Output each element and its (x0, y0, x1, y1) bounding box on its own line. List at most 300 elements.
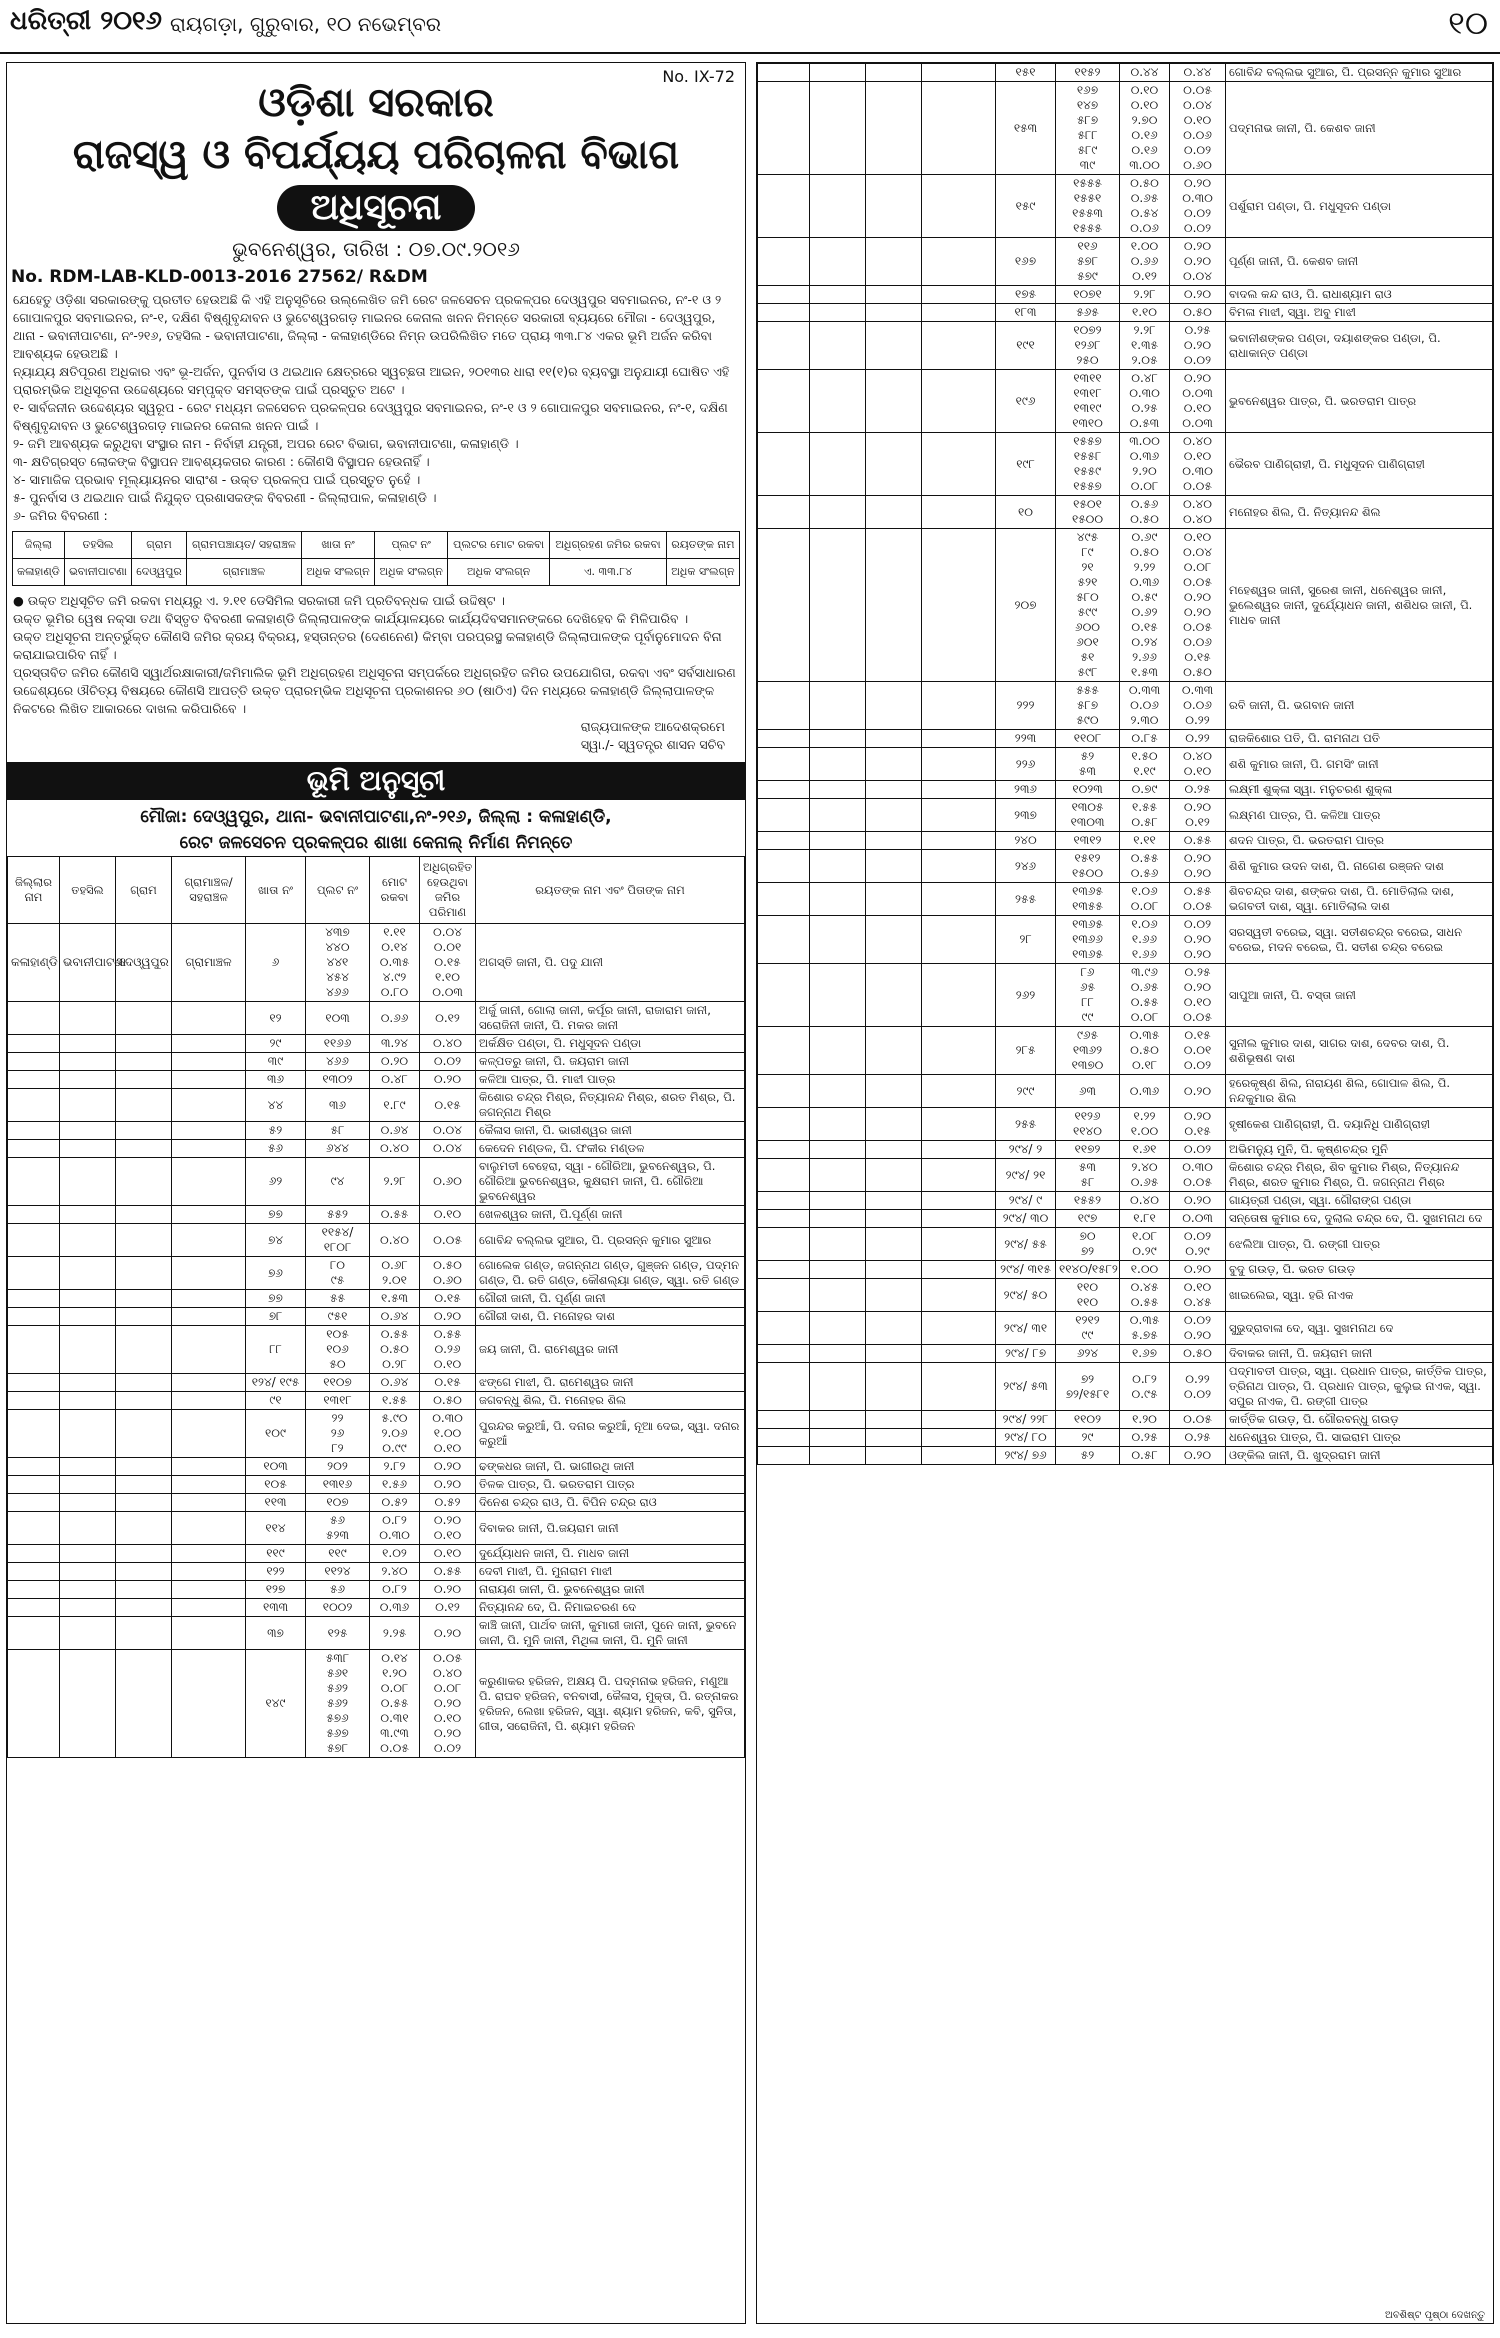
signature-line: ସ୍ୱା./- ସ୍ୱତନ୍ତ୍ର ଶାସନ ସଚିବ (580, 737, 725, 752)
village-cell (116, 1617, 172, 1650)
village-cell (116, 1224, 172, 1257)
plot-cell: ୧୧୭୨ (1056, 1141, 1120, 1159)
plot-cell: ୯୪ (306, 1158, 370, 1206)
khata-cell: ୧୧୩ (246, 1494, 306, 1512)
khata-cell: ୧୯୮ (996, 433, 1056, 496)
owner-name-cell: ଝଙ୍ଗେ ମାଝୀ, ପି. ରାମେଶ୍ୱର ଜାନୀ (476, 1374, 745, 1392)
plot-cell: ୧୫୫୨ (1056, 1192, 1120, 1210)
table-row (758, 730, 1493, 748)
tehsil-cell (60, 1374, 116, 1392)
village-cell (116, 1563, 172, 1581)
district-cell (758, 322, 810, 370)
plot-cell: ୯୫୧ (306, 1308, 370, 1326)
area-type-cell (922, 1141, 996, 1159)
district-cell (758, 496, 810, 529)
tehsil-cell (810, 322, 866, 370)
village-cell (866, 1411, 922, 1429)
area-type-cell (172, 1140, 246, 1158)
area-type-cell (922, 730, 996, 748)
notice-paragraph: ନ୍ୟାଯ୍ୟ କ୍ଷତିପୂରଣ ଅଧିକାର ଏବଂ ଭୂ-ଅର୍ଜନ, ପୁନର୍ବାସ ଓ ଥଇଥାନ କ୍ଷେତ୍ରରେ ସ୍ୱଚ୍ଛତା ଆଇନ, ୨୦୧୩ର ଧାରା ୧୧(୧)ର ବ୍ୟବସ୍ଥା ଅନୁଯାୟୀ ଘୋଷିତ ଏହି ପ୍ରାରମ୍ଭିକ ଅଧିସୂଚନା ଉଦ୍ଦେଶ୍ୟରେ ସମ୍ପୃକ୍ତ ସମସ୍ତଙ୍କ ପାଇଁ ପ୍ରସ୍ତୁତ ଅଟେ । (13, 364, 730, 397)
table-row (758, 1345, 1493, 1363)
khata-cell: ୨୯୪/ ୫୦ (996, 1279, 1056, 1312)
tehsil-cell (60, 1290, 116, 1308)
village-cell (866, 1210, 922, 1228)
village-cell (116, 1581, 172, 1599)
notice-paragraph: ୫- ପୁନର୍ବାସ ଓ ଥଇଥାନ ପାଇଁ ନିଯୁକ୍ତ ପ୍ରଶାସକଙ୍କ ବିବରଣୀ - ଜିଲ୍ଲାପାଳ, କଳାହାଣ୍ଡି । (13, 490, 437, 505)
tehsil-cell (810, 1447, 866, 1465)
right-column (756, 62, 1494, 2324)
table-row (758, 1363, 1493, 1411)
acquired-area-cell: ୦.୨୦ (420, 1476, 476, 1494)
total-area-cell: ୧.୫୫ (370, 1392, 420, 1410)
schedule-header-cell: ଅଧିଗ୍ରହିତ ହେଉଥିବା ଜମିର ପରିମାଣ (420, 857, 476, 924)
plot-cell: ୨୨ ୨୬ ୮୨ (306, 1410, 370, 1458)
summary-value-cell: ଅଧିକ ସଂଲଗ୍ନ (448, 559, 550, 586)
land-summary-table (12, 531, 740, 586)
plot-cell: ୫୨ (1056, 1447, 1120, 1465)
khata-cell: ୨୮ (996, 916, 1056, 964)
village-cell (116, 1512, 172, 1545)
area-type-cell (172, 1374, 246, 1392)
khata-cell: ୧୦୯ (246, 1410, 306, 1458)
owner-name-cell: ଗୋବିନ୍ଦ ବଲ୍ଲଭ ସୁଆର, ପି. ପ୍ରସନ୍ନ କୁମାର ସୁଆର (476, 1224, 745, 1257)
tehsil-cell (60, 1458, 116, 1476)
owner-name-cell: ସୁନୀଲ କୁମାର ଦାଶ, ସାଗର ଦାଶ, ଦେବର ଦାଶ, ପି. ଶଶିଭୂଷଣ ଦାଶ (1226, 1027, 1493, 1075)
district-cell (8, 1053, 60, 1071)
table-row (8, 1122, 745, 1140)
plot-cell: ୧୧୦ ୧୧୦ (1056, 1279, 1120, 1312)
plot-cell: ୧୦୦୨ (306, 1599, 370, 1617)
owner-name-cell: ଢଙ୍କଧର ଜାନୀ, ପି. ଭାଗୀରଥି ଜାନୀ (476, 1458, 745, 1476)
khata-cell: ୧୨ (246, 1002, 306, 1035)
area-type-cell (922, 1228, 996, 1261)
area-type-cell (172, 1650, 246, 1758)
table-row (758, 1429, 1493, 1447)
acquired-area-cell: ୦.୦୫ ୦.୦୪ ୦.୧୦ ୦.୦୬ ୦.୦୨ ୦.୬୦ (1170, 82, 1226, 175)
acquired-area-cell: ୦.୦୫ (420, 1224, 476, 1257)
village-cell (116, 1650, 172, 1758)
summary-header-cell: ଜିଲ୍ଲା (13, 532, 65, 559)
table-row (8, 1257, 745, 1290)
khata-cell: ୫୬ (246, 1140, 306, 1158)
area-type-cell (922, 748, 996, 781)
village-cell (116, 1140, 172, 1158)
notice-place-date: ଭୁବନେଶ୍ୱର, ତାରିଖ : ୦୭.୦୯.୨୦୧୬ (232, 237, 520, 261)
tehsil-cell (810, 1228, 866, 1261)
tehsil-cell (810, 304, 866, 322)
area-type-cell (922, 1429, 996, 1447)
table-row (758, 1279, 1493, 1312)
area-type-cell (922, 1363, 996, 1411)
acquired-area-cell: ୦.୫୫ ୦.୨୬ ୦.୧୦ (420, 1326, 476, 1374)
tehsil-cell (60, 1158, 116, 1206)
district-cell (8, 1158, 60, 1206)
district-cell (758, 964, 810, 1027)
summary-value-cell: ଅଧିକ ସଂଲଗ୍ନ (301, 559, 374, 586)
village-cell (866, 1261, 922, 1279)
district-cell (758, 1363, 810, 1411)
village-cell (116, 1410, 172, 1458)
tehsil-cell (60, 1002, 116, 1035)
area-type-cell (922, 799, 996, 832)
area-type-cell (172, 1617, 246, 1650)
khata-cell: ୫୨ (246, 1122, 306, 1140)
district-cell (758, 1447, 810, 1465)
village-cell (866, 1279, 922, 1312)
khata-cell: ୩୭ (246, 1617, 306, 1650)
village-cell (116, 1494, 172, 1512)
signature-line: ରାଜ୍ୟପାଳଙ୍କ ଆଦେଶକ୍ରମେ (580, 719, 725, 734)
plot-cell: ୧୦୩ (306, 1002, 370, 1035)
area-type-cell (922, 1312, 996, 1345)
khata-cell: ୧୨୨ (246, 1563, 306, 1581)
tehsil-cell (810, 1312, 866, 1345)
table-row (758, 832, 1493, 850)
plot-cell: ୫୨ ୫୩ (1056, 748, 1120, 781)
area-type-cell (922, 781, 996, 799)
table-row (8, 1512, 745, 1545)
owner-name-cell: କଳ୍ପତରୁ ଜାନୀ, ପି. ଜୟରାମ ଜାନୀ (476, 1053, 745, 1071)
village-cell (866, 175, 922, 238)
tehsil-cell (60, 1326, 116, 1374)
owner-name-cell: କଳିଆ ପାତ୍ର, ପି. ମାଝୀ ପାତ୍ର (476, 1071, 745, 1089)
plot-cell: ୬୨୪ (1056, 1345, 1120, 1363)
tehsil-cell (60, 1224, 116, 1257)
village-cell (116, 1053, 172, 1071)
tehsil-cell (60, 1410, 116, 1458)
area-type-cell (172, 1392, 246, 1410)
owner-name-cell: ଦିବାକର ଜାନୀ, ପି.ଜୟରାମ ଜାନୀ (476, 1512, 745, 1545)
plot-cell: ୨୦୨ (306, 1458, 370, 1476)
total-area-cell: ୦.୧୦ ୦.୧୦ ୨.୭୦ ୦.୧୬ ୦.୧୬ ୩.୦୦ (1120, 82, 1170, 175)
plot-cell: ୯୬୫ ୧୩୬୨ ୧୩୭୦ (1056, 1027, 1120, 1075)
acquired-area-cell: ୦.୨୦ ୦.୦୩ ୦.୧୦ ୦.୦୩ (1170, 370, 1226, 433)
khata-cell: ୧୫୧ (996, 64, 1056, 82)
acquired-area-cell: ୦.୨୦ ୦.୧୨ (1170, 799, 1226, 832)
table-row (8, 1224, 745, 1257)
village-cell (866, 850, 922, 883)
total-area-cell: ୦.୪୪ (1120, 64, 1170, 82)
village-cell (116, 1071, 172, 1089)
village-cell (116, 1257, 172, 1290)
tehsil-cell (60, 1476, 116, 1494)
plot-cell: ୧୧୦୭ (306, 1374, 370, 1392)
tehsil-cell (810, 1411, 866, 1429)
tehsil-cell (60, 1308, 116, 1326)
village-cell (866, 1108, 922, 1141)
district-cell (8, 1617, 60, 1650)
area-type-cell (922, 1279, 996, 1312)
acquired-area-cell: ୦.୪୦ (420, 1035, 476, 1053)
acquired-area-cell: ୦.୪୪ (1170, 64, 1226, 82)
district-cell (758, 1141, 810, 1159)
total-area-cell: ୦.୪୫ ୦.୫୫ (1120, 1279, 1170, 1312)
khata-cell: ୧୯୬ (996, 370, 1056, 433)
acquired-area-cell: ୦.୨୦ (420, 1581, 476, 1599)
acquired-area-cell: ୦.୧୨ (420, 1599, 476, 1617)
acquired-area-cell: ୦.୧୦ (420, 1206, 476, 1224)
village-cell (866, 730, 922, 748)
plot-cell: ୭୨ ୭୨/୧୫୮୧ (1056, 1363, 1120, 1411)
total-area-cell: ୧.୦୬ ୧.୬୬ ୧.୬୬ (1120, 916, 1170, 964)
district-cell (8, 1650, 60, 1758)
total-area-cell: ୦.୨୫ (1120, 1429, 1170, 1447)
condition-paragraph: ● ଉକ୍ତ ଅଧିସୂଚିତ ଜମି ରକବା ମଧ୍ୟରୁ ଏ. ୨.୧୧ ଡେସିମିଲ ସରକାରୀ ଜମି ପ୍ରତିବନ୍ଧକ ପାଇଁ ଉଦ୍ଦିଷ୍ଟ । (13, 593, 506, 608)
district-cell (8, 1140, 60, 1158)
land-schedule-table-left (7, 856, 745, 1758)
area-type-cell (922, 1108, 996, 1141)
owner-name-cell: ଗୋବିନ୍ଦ ବଲ୍ଲଭ ସୁଆର, ପି. ପ୍ରସନ୍ନ କୁମାର ସୁଆର (1226, 64, 1493, 82)
notice-paragraph: ଯେହେତୁ ଓଡ଼ିଶା ସରକାରଙ୍କୁ ପ୍ରତୀତ ହେଉଅଛି କି ଏହି ଅନୁସୂଚିରେ ଉଲ୍ଲେଖିତ ଜମି ରେଟ ଜଳସେଚନ ପ୍ରକଳ୍ପର ଦେଓ୍ୱପୁର ସବମାଇନର, ନଂ-୧ ଓ ୨ ଗୋପାଳପୁର ସବମାଇନର, ନଂ-୧, ଦକ୍ଷିଣ ବିଷ୍ଣୁବୃନ୍ଦାବନ ଓ ଭୁଟେଶ୍ୱରଗଡ଼ ମାଇନର କେନାଲ ଖନନ ନିମନ୍ତେ ସରକାରୀ ବ୍ୟୟରେ ମୌଜା - ଦେଓ୍ୱପୁର, ଥାନା - ଭବାନୀପାଟଣା, ନଂ-୨୧୬, ତହସିଲ - ଭବାନୀପାଟଣା, ଜିଲ୍ଲା - କଳାହାଣ୍ଡିରେ ନିମ୍ନ ଉପରିଲିଖିତ ମତେ ପ୍ରାୟ ୩୩.୮୪ ଏକର ଭୂମି ଅର୍ଜନ କରିବା ଆବଶ୍ୟକ ହେଉଅଛି । (13, 292, 722, 361)
acquired-area-cell: ୦.୦୫ (1170, 1411, 1226, 1429)
tehsil-cell (60, 1089, 116, 1122)
plot-cell: ୧୨୫ (306, 1617, 370, 1650)
masthead (0, 0, 1500, 54)
plot-cell: ୩୬ (306, 1089, 370, 1122)
acquired-area-cell: ୦.୨୦ ୦.୧୫ (1170, 1108, 1226, 1141)
total-area-cell: ୦.୮୨ (370, 1581, 420, 1599)
village-cell (866, 1228, 922, 1261)
table-row (8, 1410, 745, 1458)
acquired-area-cell: ୦.୩୦ ୧.୦୦ ୦.୧୦ (420, 1410, 476, 1458)
area-type-cell (922, 322, 996, 370)
table-row (8, 1290, 745, 1308)
plot-cell: ୧୧୨୬ ୧୧୪୦ (1056, 1108, 1120, 1141)
khata-cell: ୨୫୫ (996, 883, 1056, 916)
table-row (758, 1312, 1493, 1345)
total-area-cell: ୧.୬୧ (1120, 1141, 1170, 1159)
summary-value-cell: ଅଧିକ ସଂଲଗ୍ନ (375, 559, 448, 586)
plot-cell: ୮୦ ୯୫ (306, 1257, 370, 1290)
tehsil-cell (810, 682, 866, 730)
khata-cell: ୨୯୪/ ୮୭ (996, 1345, 1056, 1363)
khata-cell: ୨୯୪/ ୭୬ (996, 1447, 1056, 1465)
owner-name-cell: ବୁଦୁ ଗଉଡ଼, ପି. ଭରତ ଗଉଡ଼ (1226, 1261, 1493, 1279)
tehsil-cell (810, 496, 866, 529)
plot-cell: ୫୩୮ ୫୬୧ ୫୬୨ ୫୬୨ ୫୭୬ ୫୬୭ ୫୭୮ (306, 1650, 370, 1758)
schedule-header-cell: ମୋଟ ରକବା (370, 857, 420, 924)
total-area-cell: ୦.୪୦ (370, 1140, 420, 1158)
area-type-cell (172, 1206, 246, 1224)
acquired-area-cell: ୦.୪୦ ୦.୧୦ (1170, 748, 1226, 781)
khata-cell: ୧୨୪/ ୧୯୫ (246, 1374, 306, 1392)
acquired-area-cell: ୦.୨୦ (1170, 1075, 1226, 1108)
owner-name-cell: ଦିନେଶ ଚନ୍ଦ୍ର ରାଓ, ପି. ବିପିନ ଚନ୍ଦ୍ର ରାଓ (476, 1494, 745, 1512)
owner-name-cell: କେଦେନ ମଣ୍ଡଳ, ପି. ଫକୀର ମଣ୍ଡଳ (476, 1140, 745, 1158)
khata-cell: ୧୭୫ (996, 286, 1056, 304)
plot-cell: ୫୫୫ ୫୮୭ ୫୯୦ (1056, 682, 1120, 730)
table-row (8, 1140, 745, 1158)
total-area-cell: ୧.୦୦ ୦.୬୬ ୦.୧୨ (1120, 238, 1170, 286)
table-row (8, 1053, 745, 1071)
notice-paragraph: ୩- କ୍ଷତିଗ୍ରସ୍ତ ଲୋକଙ୍କ ବିସ୍ଥାପନ ଆବଶ୍ୟକତାର କାରଣ : କୌଣସି ବିସ୍ଥାପନ ହେଉନାହିଁ । (13, 454, 430, 469)
area-type-cell (172, 1599, 246, 1617)
khata-cell: ୧୧୪ (246, 1512, 306, 1545)
village-cell (866, 370, 922, 433)
summary-header-cell: ରୟତଙ୍କ ନାମ (666, 532, 739, 559)
area-type-cell (172, 1410, 246, 1458)
table-row (758, 322, 1493, 370)
village-cell (116, 1158, 172, 1206)
schedule-header-cell: ରୟତଙ୍କ ନାମ ଏବଂ ପିତାଙ୍କ ନାମ (476, 857, 745, 924)
table-row (758, 682, 1493, 730)
tehsil-cell (810, 832, 866, 850)
total-area-cell: ୦.୫୬ ୦.୫୦ (1120, 496, 1170, 529)
owner-name-cell: ଭୈରବ ପାଣିଗ୍ରାହୀ, ପି. ମଧୁସୂଦନ ପାଣିଗ୍ରାହୀ (1226, 433, 1493, 496)
table-row (758, 370, 1493, 433)
plot-cell: ୧୫୫୫ ୧୫୫୧ ୧୫୫୩ ୧୫୫୫ (1056, 175, 1120, 238)
khata-cell: ୨୮୫ (996, 1027, 1056, 1075)
district-cell (8, 1326, 60, 1374)
schedule-header-cell: ଗ୍ରାମ (116, 857, 172, 924)
district-cell (8, 1581, 60, 1599)
tehsil-cell (810, 1192, 866, 1210)
owner-name-cell: ଗୋଲେକ ଗଣ୍ଡ, ଜଗନ୍ନାଥ ଗଣ୍ଡ, ଗୁଞ୍ଜନ ଗଣ୍ଡ, ପଦ୍ମନ ଗଣ୍ଡ, ପି. ରତି ଗଣ୍ଡ, କୌଶଲ୍ୟା ଗଣ୍ଡ, ସ୍ୱା. ରତି ଗଣ୍ଡ (476, 1257, 745, 1290)
total-area-cell: ୦.୪୦ (1120, 1192, 1170, 1210)
table-row (8, 1563, 745, 1581)
village-cell (866, 1075, 922, 1108)
tehsil-cell (60, 1053, 116, 1071)
tehsil-cell (60, 1035, 116, 1053)
owner-name-cell: କିଶୋର ଚନ୍ଦ୍ର ମିଶ୍ର, ନିତ୍ୟାନନ୍ଦ ମିଶ୍ର, ଶରତ ମିଶ୍ର, ପି. ଜଗନ୍ନାଥ ମିଶ୍ର (476, 1089, 745, 1122)
area-type-cell (922, 1411, 996, 1429)
table-row (758, 748, 1493, 781)
tehsil-cell (810, 529, 866, 682)
khata-cell: ୧୫୩ (996, 82, 1056, 175)
district-cell (8, 1410, 60, 1458)
village-cell (866, 1141, 922, 1159)
village-cell (866, 1159, 922, 1192)
plot-cell: ୪୬୬ (306, 1053, 370, 1071)
khata-cell: ୩୬ (246, 1071, 306, 1089)
area-type-cell (172, 1290, 246, 1308)
district-cell: କଳାହାଣ୍ଡି (8, 924, 60, 1002)
district-cell (758, 175, 810, 238)
tehsil-cell (60, 1122, 116, 1140)
acquired-area-cell: ୦.୨୦ ୦.୩୦ ୦.୦୨ ୦.୦୨ (1170, 175, 1226, 238)
owner-name-cell: ଧନେଶ୍ୱର ପାତ୍ର, ପି. ସାଇରାମ ପାତ୍ର (1226, 1429, 1493, 1447)
district-cell (8, 1563, 60, 1581)
owner-name-cell: ମହେଶ୍ୱର ଜାନୀ, ସୁରେଶ ଜାନୀ, ଧନେଶ୍ୱର ଜାନୀ, ଭୁଲେଶ୍ୱର ଜାନୀ, ଦୁର୍ଯ୍ୟୋଧନ ଜାନୀ, ଶଶିଧର ଜାନୀ, ପି. ମାଧବ ଜାନୀ (1226, 529, 1493, 682)
district-cell (8, 1290, 60, 1308)
acquired-area-cell: ୦.୫୨ (420, 1494, 476, 1512)
village-cell (866, 496, 922, 529)
acquired-area-cell: ୦.୨୫ ୦.୨୦ ୦.୦୨ (1170, 322, 1226, 370)
owner-name-cell: ସୁଭୁଦ୍ରାବାଳା ଦେ, ସ୍ୱା. ସୁଖମନାଥ ଦେ (1226, 1312, 1493, 1345)
khata-cell: ୨୯୪/ ୨ (996, 1141, 1056, 1159)
area-type-cell (922, 238, 996, 286)
owner-name-cell: ଶଦନ ପାତ୍ର, ପି. ଭରତରାମ ପାତ୍ର (1226, 832, 1493, 850)
plot-cell: ୬୩ (1056, 1075, 1120, 1108)
total-area-cell: ୧.୦୦ (1120, 1261, 1170, 1279)
acquired-area-cell: ୦.୫୦ (1170, 1345, 1226, 1363)
table-row (8, 1089, 745, 1122)
total-area-cell: ୨.୨୮ (370, 1158, 420, 1206)
tehsil-cell (810, 1141, 866, 1159)
signature-block (7, 718, 745, 754)
table-row (758, 799, 1493, 832)
summary-value-cell: ଅଧିକ ସଂଲଗ୍ନ (666, 559, 739, 586)
total-area-cell: ୧.୫୫ ୦.୫୮ (1120, 799, 1170, 832)
tehsil-cell (60, 1581, 116, 1599)
tehsil-cell (60, 1257, 116, 1290)
khata-cell: ୨୩୬ (996, 781, 1056, 799)
khata-cell: ୨୯୪/ ୫୩ (996, 1363, 1056, 1411)
notice-paragraph: ୧- ସାର୍ବଜନୀନ ଉଦ୍ଦେଶ୍ୟର ସ୍ୱରୂପ - ରେଟ ମଧ୍ୟମ ଜଳସେଚନ ପ୍ରକଳ୍ପର ଦେଓ୍ୱପୁର ସବମାଇନର, ନଂ-୧ ଓ ୨ ଗୋପାଳପୁର ସବମାଇନର, ନଂ-୧, ଦକ୍ଷିଣ ବିଷ୍ଣୁବୃନ୍ଦାବନ ଓ ଭୁଟେଶ୍ୱରଗଡ଼ ମାଇନର କେନାଲ ଖନନ ପାଇଁ । (13, 400, 728, 433)
owner-name-cell: ଭୁବନେଶ୍ୱର ପାତ୍ର, ପି. ଭରତରାମ ପାତ୍ର (1226, 370, 1493, 433)
table-row (758, 1159, 1493, 1192)
total-area-cell: ୦.୮୨ ୦.୩୦ (370, 1512, 420, 1545)
newspaper-name: ଧରିତ୍ରୀ ୨୦୧୬ (10, 6, 162, 36)
summary-header-cell: ଖାତା ନଂ (301, 532, 374, 559)
district-cell (8, 1599, 60, 1617)
table-row (8, 1581, 745, 1599)
khata-cell: ୨୩୭ (996, 799, 1056, 832)
owner-name-cell: ଦିବାକର ଜାନୀ, ପି. ଜୟରାମ ଜାନୀ (1226, 1345, 1493, 1363)
table-row (758, 916, 1493, 964)
khata-cell: ୧୮୩ (996, 304, 1056, 322)
village-cell (866, 964, 922, 1027)
summary-value-cell: ଗ୍ରାମାଞ୍ଚଳ (186, 559, 301, 586)
owner-name-cell: ଶିଶି କୁମାର ଉଦନ ଦାଶ, ପି. ନାଗେଶ ରଞ୍ଜନ ଦାଶ (1226, 850, 1493, 883)
total-area-cell: ୦.୪୮ (370, 1071, 420, 1089)
owner-name-cell: କାଞ୍ଚି ଜାନୀ, ପାର୍ଥବ ଜାନୀ, କୁମାରୀ ଜାନୀ, ପୁନେ ଜାନୀ, ଭୁବନେ ଜାନୀ, ପି. ମୁନି ଜାନୀ, ମିଥିଳା ଜାନୀ, ପି. ମୁନି ଜାନୀ (476, 1617, 745, 1650)
khata-cell: ୭୭ (246, 1206, 306, 1224)
area-type-cell (922, 82, 996, 175)
total-area-cell: ୦.୬୪ (370, 1122, 420, 1140)
tehsil-cell (60, 1563, 116, 1581)
table-row (758, 964, 1493, 1027)
acquired-area-cell: ୦.୧୦ ୦.୦୪ ୦.୦୮ ୦.୦୫ ୦.୨୦ ୦.୨୦ ୦.୦୫ ୦.୦୬ ୦.୧୫ ୦.୫୦ (1170, 529, 1226, 682)
owner-name-cell: ଖାଇଲେଇ, ସ୍ୱା. ହରି ନାଏକ (1226, 1279, 1493, 1312)
tehsil-cell (810, 1345, 866, 1363)
village-cell (866, 1345, 922, 1363)
tehsil-cell: ଭବାନୀପାଟଣା (60, 924, 116, 1002)
area-type-cell (922, 832, 996, 850)
owner-name-cell: ପୁରନ୍ଦର କରୁଆଁ, ପି. ଦନାର କରୁଆଁ, ନୂଆ ଦେଇ, ସ୍ୱା. ଦନାର କରୁଆଁ (476, 1410, 745, 1458)
plot-cell: ୫୬୫ (1056, 304, 1120, 322)
tehsil-cell (810, 64, 866, 82)
total-area-cell: ୩.୨୪ (370, 1035, 420, 1053)
district-cell (758, 1159, 810, 1192)
district-cell (758, 1228, 810, 1261)
total-area-cell: ୨.୨୫ (370, 1617, 420, 1650)
continued-note: ଅବଶିଷ୍ଟ ପୃଷ୍ଠା ଦେଖନ୍ତୁ (1384, 2310, 1485, 2321)
khata-cell: ୧୫୯ (996, 175, 1056, 238)
area-type-cell (922, 682, 996, 730)
village-cell (116, 1476, 172, 1494)
owner-name-cell: ଦେବୀ ମାଝୀ, ପି. ମୁନାରାମ ମାଝୀ (476, 1563, 745, 1581)
total-area-cell: ୦.୬୪ (370, 1374, 420, 1392)
total-area-cell: ୫.୯୦ ୨.୦୬ ୦.୯୯ (370, 1410, 420, 1458)
owner-name-cell: ବାଲୁମତୀ ବେହେରା, ସ୍ୱା - ଗୌରିଆ, ଭୁବନେଶ୍ୱର, ପି. ଗୌରିଆ ଭୁବନେଶ୍ୱର, କୁକ୍ଷରାମ ଜାନୀ, ପି. ଗୌରିଆ ଭୁବନେଶ୍ୱର (476, 1158, 745, 1206)
district-cell (758, 799, 810, 832)
village-cell (116, 1392, 172, 1410)
table-row (758, 64, 1493, 82)
notice-conditions (7, 592, 745, 718)
owner-name-cell: ପୂର୍ଣ୍ଣ ଜାନୀ, ପି. କେଶବ ଜାନୀ (1226, 238, 1493, 286)
table-row (8, 1206, 745, 1224)
notice-paragraph: ୪- ସାମାଜିକ ପ୍ରଭାବ ମୂଲ୍ୟାୟନର ସାରାଂଶ - ଉକ୍ତ ପ୍ରକଳ୍ପ ପାଇଁ ପ୍ରସ୍ତୁତ ନୁହେଁ । (13, 472, 421, 487)
table-row (758, 1192, 1493, 1210)
village-cell (866, 748, 922, 781)
area-type-cell (172, 1002, 246, 1035)
table-row (758, 1210, 1493, 1228)
district-cell (8, 1476, 60, 1494)
area-type-cell (922, 64, 996, 82)
village-cell (116, 1122, 172, 1140)
acquired-area-cell: ୦.୫୫ (420, 1563, 476, 1581)
